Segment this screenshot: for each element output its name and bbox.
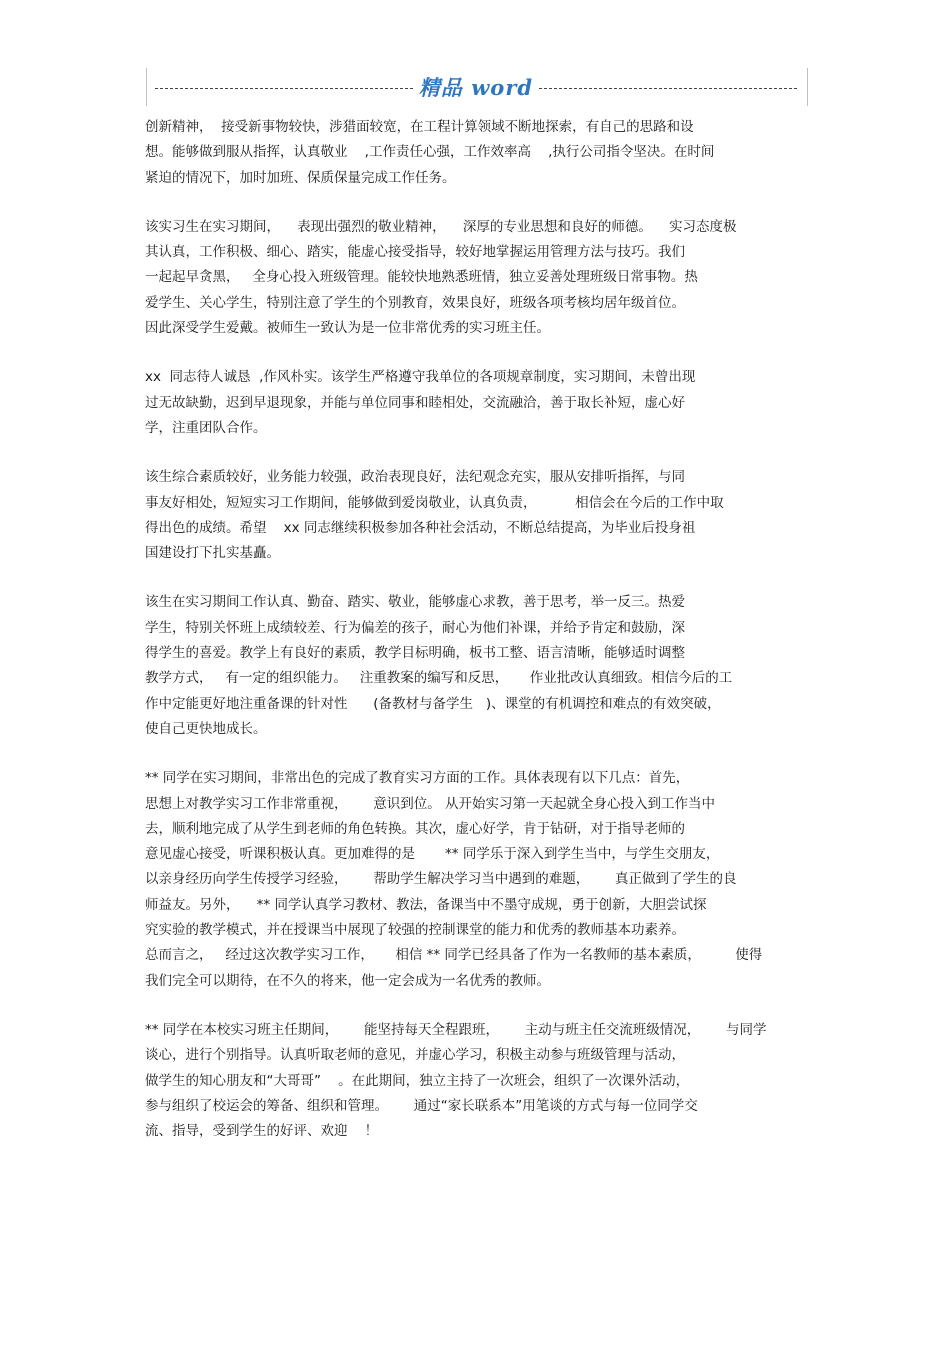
text-line: 意见虚心接受，听课积极认真。更加难得的是 ** 同学乐于深入到学生当中，与学生交朋友， (145, 846, 720, 863)
text-line: 我们完全可以期待，在不久的将来，他一定会成为一名优秀的教师。 (145, 972, 550, 989)
text-line: 总而言之， 经过这次教学实习工作， 相信 ** 同学已经具备了作为一名教师的基本素质， 使得 (145, 947, 763, 964)
text-line: 学，注重团队合作。 (145, 419, 267, 436)
text-line: 紧迫的情况下，加时加班、保质保量完成工作任务。 (145, 169, 456, 186)
text-line: 以亲身经历向学生传授学习经验， 帮助学生解决学习当中遇到的难题， 真正做到了学生的良 (145, 871, 737, 888)
text-line: 一起起早贪黑， 全身心投入班级管理。能较快地熟悉班情，独立妥善处理班级日常事物。热 (145, 269, 698, 286)
text-line: ** 同学在实习期间，非常出色的完成了教育实习方面的工作。具体表现有以下几点：首先， (145, 770, 690, 787)
text-line: 事友好相处，短短实习工作期间，能够做到爱岗敬业，认真负责， 相信会在今后的工作中取 (145, 494, 724, 511)
text-line: ** 同学在本校实习班主任期间， 能坚持每天全程跟班， 主动与班主任交流班级情况， 与同学 (145, 1021, 767, 1038)
text-line: 教学方式， 有一定的组织能力。 注重教案的编写和反思， 作业批改认真细致。相信今后的工 (145, 670, 733, 687)
paragraph (145, 465, 810, 566)
text-line: 使自己更快地成长。 (145, 720, 267, 737)
text-line: 其认真，工作积极、细心、踏实，能虚心接受指导，较好地掌握运用管理方法与技巧。我们 (145, 244, 685, 261)
document-body (145, 115, 810, 1168)
paragraph (145, 365, 810, 441)
text-line: 得学生的喜爱。教学上有良好的素质，教学目标明确，板书工整、语言清晰，能够适时调整 (145, 645, 685, 662)
text-line: 做学生的知心朋友和“大哥哥” 。在此期间，独立主持了一次班会，组织了一次课外活动， (145, 1072, 690, 1089)
text-line: 国建设打下扎实基矗。 (145, 545, 280, 562)
paragraph (145, 115, 810, 191)
text-line: 爱学生、关心学生，特别注意了学生的个别教育，效果良好，班级各项考核均居年级首位。 (145, 294, 685, 311)
text-line: 学生，特别关怀班上成绩较差、行为偏差的孩子，耐心为他们补课，并给予肯定和鼓励，深 (145, 619, 685, 636)
paragraph (145, 766, 810, 994)
text-line: xx 同志待人诚恳 ,作风朴实。该学生严格遵守我单位的各项规章制度，实习期间，未曾出现 (145, 369, 696, 386)
text-line: 谈心，进行个别指导。认真听取老师的意见，并虚心学习，积极主动参与班级管理与活动， (145, 1047, 685, 1064)
text-line: 思想上对教学实习工作非常重视， 意识到位。 从开始实习第一天起就全身心投入到工作当中 (145, 795, 716, 812)
text-line: 因此深受学生爱戴。被师生一致认为是一位非常优秀的实习班主任。 (145, 320, 550, 337)
paragraph (145, 1018, 810, 1144)
text-line: 师益友。另外， ** 同学认真学习教材、教法，备课当中不墨守成规，勇于创新，大胆尝试探 (145, 896, 707, 913)
paragraph (145, 215, 810, 341)
header-brand-logo: 精品 word (418, 75, 534, 100)
text-line: 去，顺利地完成了从学生到老师的角色转换。其次，虚心好学，肯于钻研，对于指导老师的 (145, 820, 685, 837)
text-line: 该实习生在实习期间， 表现出强烈的敬业精神， 深厚的专业思想和良好的师德。 实习态度极 (145, 218, 737, 235)
text-line: 过无故缺勤，迟到早退现象，并能与单位同事和睦相处，交流融洽，善于取长补短，虚心好 (145, 394, 685, 411)
text-line: 该生综合素质较好，业务能力较强，政治表现良好，法纪观念充实，服从安排听指挥，与同 (145, 469, 685, 486)
text-line: 该生在实习期间工作认真、勤奋、踏实、敬业，能够虚心求教，善于思考，举一反三。热爱 (145, 594, 685, 611)
text-line: 究实验的教学模式，并在授课当中展现了较强的控制课堂的能力和优秀的教师基本功素养。 (145, 922, 685, 939)
text-line: 创新精神， 接受新事物较快，涉猎面较宽，在工程计算领域不断地探索，有自己的思路和设 (145, 119, 694, 135)
text-line: 得出色的成绩。希望 xx 同志继续积极参加各种社会活动，不断总结提高，为毕业后投身祖 (145, 519, 696, 536)
header-dashed-rule-right (539, 88, 797, 89)
text-line: 流、指导，受到学生的好评、欢迎 ！ (145, 1123, 379, 1140)
text-line: 想。能够做到服从指挥，认真敬业 ,工作责任心强，工作效率高 ,执行公司指令坚决。在时间 (145, 144, 715, 161)
header-dashed-rule-left (155, 88, 413, 89)
page-header (146, 68, 808, 106)
text-line: 作中定能更好地注重备课的针对性 (备教材与备学生 )、课堂的有机调控和难点的有效突破， (145, 695, 721, 712)
paragraph (145, 590, 810, 742)
text-line: 参与组织了校运会的筹备、组织和管理。 通过“家长联系本”用笔谈的方式与每一位同学交 (145, 1097, 698, 1114)
